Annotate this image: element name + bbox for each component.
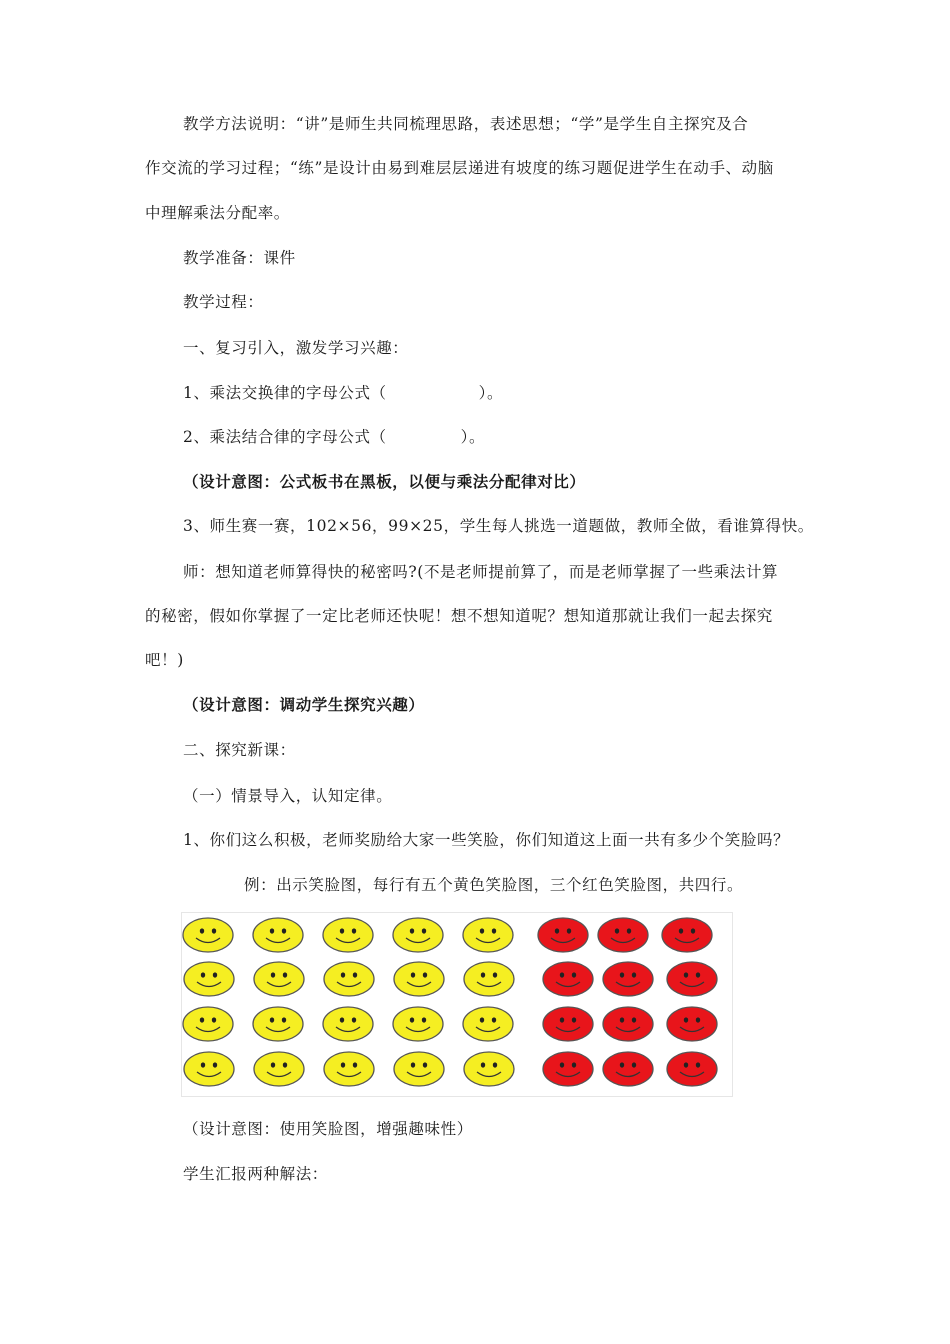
yellow-smiley-face: [464, 1052, 514, 1086]
item-2-text: 2、乘法结合律的字母公式（: [183, 428, 387, 446]
subsection-1-heading: （一）情景导入，认知定律。: [183, 787, 393, 805]
red-smiley-face: [662, 918, 712, 952]
section-2-heading: 二、探究新课：: [183, 741, 296, 759]
section-1-heading: 一、复习引入，激发学习兴趣：: [183, 339, 409, 357]
design-intent-3: （设计意图：使用笑脸图，增强趣味性）: [183, 1120, 473, 1138]
red-smiley-face: [667, 1007, 717, 1041]
yellow-smiley-face: [183, 918, 233, 952]
yellow-smiley-face: [463, 1007, 513, 1041]
process-heading: 教学过程：: [183, 293, 264, 311]
red-smiley-face: [603, 1007, 653, 1041]
item-2-line: [183, 427, 485, 447]
teacher-line-1: 师：想知道老师算得快的秘密吗?(不是老师提前算了，而是老师掌握了一些乘法计算: [183, 563, 779, 581]
yellow-smiley-face: [184, 1052, 234, 1086]
method-line-3: 中理解乘法分配率。: [145, 204, 290, 222]
yellow-smiley-face: [323, 918, 373, 952]
smiley-grid: [182, 913, 734, 1098]
yellow-smiley-face: [253, 1007, 303, 1041]
yellow-smiley-face: [463, 918, 513, 952]
item-3-line: 3、师生赛一赛，102×56，99×25，学生每人挑选一道题做，教师全做，看谁算得快。: [183, 517, 814, 535]
preparation-line: 教学准备：课件: [183, 249, 296, 267]
red-smiley-face: [538, 918, 588, 952]
item-1-close: ）。: [478, 384, 504, 402]
item-1-text: 1、乘法交换律的字母公式（: [183, 384, 387, 402]
yellow-smiley-face: [393, 918, 443, 952]
red-smiley-face: [543, 962, 593, 996]
teacher-line-3: 吧！): [145, 651, 184, 669]
yellow-smiley-face: [394, 1052, 444, 1086]
red-smiley-face: [603, 1052, 653, 1086]
yellow-smiley-face: [253, 918, 303, 952]
yellow-smiley-face: [254, 962, 304, 996]
yellow-smiley-face: [324, 962, 374, 996]
red-smiley-face: [667, 1052, 717, 1086]
example-line: 例：出示笑脸图，每行有五个黄色笑脸图，三个红色笑脸图，共四行。: [244, 876, 744, 894]
red-smiley-face: [667, 962, 717, 996]
yellow-smiley-face: [324, 1052, 374, 1086]
yellow-smiley-face: [254, 1052, 304, 1086]
item-2-close: ）。: [460, 428, 486, 446]
student-report-line: 学生汇报两种解法：: [183, 1165, 328, 1183]
item-1-line: [183, 383, 503, 403]
yellow-smiley-face: [323, 1007, 373, 1041]
yellow-smiley-face: [183, 1007, 233, 1041]
smiley-face-figure: [181, 912, 733, 1097]
yellow-smiley-face: [393, 1007, 443, 1041]
red-smiley-face: [543, 1052, 593, 1086]
design-intent-1: （设计意图：公式板书在黑板，以便与乘法分配律对比）: [183, 472, 586, 491]
yellow-smiley-face: [464, 962, 514, 996]
question-1-line: 1、你们这么积极，老师奖励给大家一些笑脸，你们知道这上面一共有多少个笑脸吗？: [183, 831, 790, 849]
yellow-smiley-face: [394, 962, 444, 996]
yellow-smiley-face: [184, 962, 234, 996]
teacher-line-2: 的秘密，假如你掌握了一定比老师还快呢！想不想知道呢？想知道那就让我们一起去探究: [145, 607, 773, 625]
method-line-1: 教学方法说明：“讲”是师生共同梳理思路，表述思想；“学”是学生自主探究及合: [183, 115, 749, 133]
red-smiley-face: [598, 918, 648, 952]
design-intent-2: （设计意图：调动学生探究兴趣）: [183, 695, 425, 714]
red-smiley-face: [543, 1007, 593, 1041]
method-line-2: 作交流的学习过程；“练”是设计由易到难层层递进有坡度的练习题促进学生在动手、动脑: [145, 159, 774, 177]
red-smiley-face: [603, 962, 653, 996]
